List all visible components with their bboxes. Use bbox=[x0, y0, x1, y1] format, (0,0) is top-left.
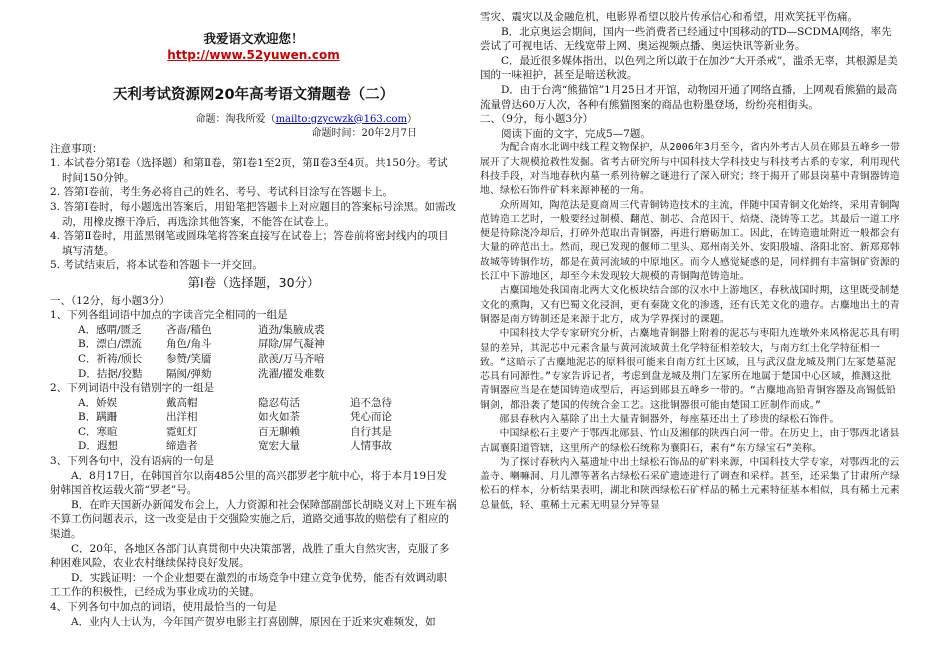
q4-option-d: D．由于台湾“熊猫馆”1月25日才开馆，动物园开通了网络直播，上网观看熊猫的最高流量曾达60万人次，各种有熊猫图案的商品也粉墨登场，纷纷亮相街头。 bbox=[480, 83, 898, 111]
notice-item: 3. 答第Ⅰ卷时，每小题选出答案后，用铅笔把答题卡上对应题目的答案标号涂黑。如需改动，用橡皮擦干净后，再选涂其他答案，不能答在试卷上。 bbox=[50, 200, 457, 228]
q3-option-b: B．在昨天国新办新闻发布会上，人力资源和社会保障部副部长胡晓义对上下班车祸不算工伤问题表示，这一改变是由于交强险实施之后，道路交通事故的赔偿有了相应的渠道。 bbox=[50, 498, 457, 541]
q3-stem: 3、下列各句中，没有语病的一句是 bbox=[50, 455, 215, 468]
passage-paragraph: 古麋国地处我国南北两大文化板块结合部的汉水中上游地区，春秋战国时期，这里既受制楚文化的熏陶，又有巴蜀文化浸润，更有秦陇文化的渗透，还有氏羌文化的遗存。古麋地出土的青铜器是南方铸制还是来源于北方，成为学界探讨的课题。 bbox=[480, 285, 900, 325]
q4-option-c: C．最近很多媒体指出，以色列之所以敢于在加沙“大开杀戒”，滥杀无辜，其根源是美国的一味袒护，甚至是暗送秋波。 bbox=[480, 54, 898, 82]
banner-link[interactable]: http://www.52yuwen.com bbox=[167, 48, 340, 62]
q2-option: 百无聊赖 bbox=[258, 425, 300, 438]
author-line bbox=[50, 113, 457, 128]
author-prefix: 命题：淘我所爱（ bbox=[195, 113, 276, 125]
q1-option: D．拮据/狡黠 bbox=[78, 367, 143, 380]
q2-option: 隐忍苟活 bbox=[258, 396, 300, 409]
right-column bbox=[480, 10, 900, 513]
site-banner bbox=[50, 30, 457, 64]
q2-options bbox=[50, 396, 457, 454]
q2-option: 缔造者 bbox=[166, 440, 198, 453]
q4-option-a: A．业内人士认为，今年国产贺岁电影主打喜剧牌，原因在于近来灾难频发，如 bbox=[71, 615, 436, 628]
passage-paragraph: 中国绿松石主要产于鄂西北郧县、竹山及湘郁的陕西白河一带。在历史上，由于鄂西北诸县古属襄阳道管辖，这里所产的绿松石统称为襄阳石，素有“东方绿宝石”美称。 bbox=[480, 428, 900, 454]
passage-paragraph: 中国科技大学专家研究分析，古麋地青铜器上附着的泥芯与枣阳九连墩外来风格泥芯具有明显的差异，其泥芯中元素含量与黄河流域黄土化学特征相差较大，与南方红土化学特征相一致。“这暗示了古麋地泥芯的原料很可能来自南方红土区域，且与武汉盘龙城及荆门左冢楚墓泥芯具有同源性。”专家告诉记者，考虑到盘龙城及荆门左冢所在地属于楚国中心区域，推测这批青铜器应当是在楚国铸造成型后，再运到郧县五峰乡一带的。“古麋地高铅青铜容器及高锡低铅铜剑，都沿袭了楚国的传统合金工艺。这批铜器很可能由楚国工匠制作而成。” bbox=[480, 328, 900, 411]
q2-option: 追不急待 bbox=[350, 396, 392, 409]
q2-option: 自行其是 bbox=[350, 425, 392, 438]
q1-option: 逍劲/集腋成裘 bbox=[258, 323, 325, 336]
q3-option-c: C．20年，各地区各部门认真贯彻中央决策部署，战胜了重大自然灾害，克服了多种困难风险，农业农村继续保持良好发展。 bbox=[50, 542, 450, 570]
q1-option: 洗濯/擢发难数 bbox=[258, 367, 325, 380]
q1-stem: 1、下列各组词语中加点的字读音完全相同的一组是 bbox=[50, 309, 288, 322]
q1-option: 吝啬/穑色 bbox=[166, 323, 212, 336]
q2-option: 霓虹灯 bbox=[166, 425, 198, 438]
q1-options bbox=[50, 323, 457, 381]
q2-option: 宽宏大量 bbox=[258, 440, 300, 453]
author-email-link[interactable]: mailto:gzycwzk@163.com bbox=[275, 113, 407, 125]
q4-option-b: B．北京奥运会期间，国内一些消费者已经通过中国移动的TD—SCDMA网络，率先尝试了可视电话、无线宽带上网、奥运视频点播、奥运快讯等新业务。 bbox=[480, 25, 892, 53]
part1-title: 第Ⅰ卷（选择题，30分） bbox=[187, 274, 320, 290]
q4-option-a-cont: 雪灾、震灾以及金融危机，电影界希望以胶片传承信心和希望，用欢笑抚平伤痛。 bbox=[480, 11, 858, 23]
date-line: 命题时间：20年2月7日 bbox=[311, 128, 417, 140]
q2-option: A．娇娱 bbox=[78, 396, 118, 409]
q2-option: 人情事故 bbox=[350, 440, 392, 453]
q2-option: C．寒暄 bbox=[78, 425, 118, 438]
q1-option: 歆羡/万马齐喑 bbox=[258, 352, 325, 365]
notice-heading: 注意事项： bbox=[50, 142, 103, 155]
reading-intro: 阅读下面的文字，完成5—7题。 bbox=[501, 127, 651, 140]
left-column bbox=[50, 0, 457, 629]
q2-option: D．遐想 bbox=[78, 440, 118, 453]
passage-paragraph: 为了探讨春秋内入墓遗址中出土绿松石饰品的矿料来源，中国科技大学专家，对鄂西北的云盖寺、喇嘛洞、月儿潭等著名古绿松石采矿遗迹进行了调查和采样。甚至，还采集了甘肃所产绿松石的样本，分析结果表明，湖北和陕西绿松石矿样品的稀土元素特征基本相似，具有稀土元素总量低，轻、重稀土元素无明显分异等显 bbox=[480, 456, 900, 511]
q4-stem: 4、下列各句中加点的词语，使用最恰当的一句是 bbox=[50, 601, 278, 613]
passage-paragraph: 为配合南水北调中线工程文物保护，从2006年3月至今，省内外考古人员在郧县五峰乡一带展开了大规模抢救性发掘。省考古研究所与中国科技大学科技史与科技考古系的专家，利用现代科技手段，对当地春秋内墓一系列待解之谜进行了深入研究；终于揭开了郧县岗墓中青铜器铸造地、绿松石饰件矿料来源神秘的一角。 bbox=[480, 142, 900, 197]
page-title: 天利考试资源网20年高考语文猜题卷（二） bbox=[112, 87, 395, 103]
section1-heading: 一、（12分，每小题3分） bbox=[50, 294, 170, 307]
notice-item: 4. 答第Ⅱ卷时，用蓝黑钢笔或圆珠笔将答案直接写在试卷上；答卷前将密封线内的项目填写清楚。 bbox=[50, 230, 449, 257]
q3-option-d: D．实践证明：一个企业想要在激烈的市场竞争中建立竞争优势，能否有效调动职工工作的积极性，已经成为事业成功的关键。 bbox=[50, 571, 447, 599]
banner-text: 我爱语文欢迎您！ bbox=[203, 31, 304, 46]
q2-option: 戴高帽 bbox=[166, 396, 198, 409]
q3-option-a: A．8月17日，在韩国首尔以南485公里的高兴郡罗老宇航中心，将于本月19日发射韩国首枚运载火箭“罗老”号。 bbox=[50, 469, 448, 497]
section2-heading: 二、（9分，每小题3分） bbox=[480, 113, 594, 126]
notice-item: 1. 本试卷分第Ⅰ卷（选择题）和第Ⅱ卷，第Ⅰ卷1至2页，第Ⅱ卷3至4页。共150分。考试时间150分钟。 bbox=[50, 157, 448, 184]
q2-option: 如火如荼 bbox=[258, 411, 300, 424]
q1-option: 参赞/笑靥 bbox=[166, 352, 212, 365]
q1-option: B．漂白/漂流 bbox=[78, 338, 142, 351]
q2-option: B．蹒跚 bbox=[78, 411, 118, 424]
notice-item: 5. 考试结束后，将本试卷和答题卡一并交回。 bbox=[50, 259, 263, 272]
q2-option: 凭心而论 bbox=[350, 411, 392, 424]
notice-item: 2. 答第Ⅰ卷前，考生务必将自己的姓名、考号、考试科目涂写在答题卡上。 bbox=[50, 186, 394, 199]
passage-paragraph: 郧县春秋内入墓除了出土大量青铜器外，每座墓还出土了珍贵的绿松石饰件。 bbox=[499, 413, 840, 425]
q2-stem: 2、下列词语中没有错别字的一组是 bbox=[50, 382, 215, 395]
q1-option: C．祈祷/颀长 bbox=[78, 352, 143, 365]
q1-option: 屏除/屏气凝神 bbox=[258, 338, 325, 351]
q1-option: A．感喟/匮乏 bbox=[78, 323, 142, 336]
q1-option: 角色/角斗 bbox=[166, 338, 212, 351]
passage-paragraph: 众所周知，陶范法是夏商周三代青铜铸造技术的主流，伴随中国青铜文化始终，采用青铜陶范铸造工艺时，一般要经过制模、翻范、制芯、合范因干、焙烧、浇铸等工艺。其最后一道工序便是待除浇冷却后，打碎外范取出青铜器，再进行磨砺加工。因此，在铸造遗址附近一般都会有大量的碎范出土。然而，现已发现的偃师二里头、郑州南关外、安阳殷墟、洛阳北窑、新郑郑韩故城等铸铜作坊，都是在黄河流域的中原地区。而今人感觉疑惑的是，同样拥有丰富铜矿资源的长江中下游地区，却至今未发现较大规模的青铜陶范铸造址。 bbox=[480, 199, 900, 283]
author-suffix: ） bbox=[407, 113, 417, 125]
q2-option: 出洋相 bbox=[166, 411, 198, 424]
q1-option: 隔阂/弹劾 bbox=[166, 367, 212, 380]
